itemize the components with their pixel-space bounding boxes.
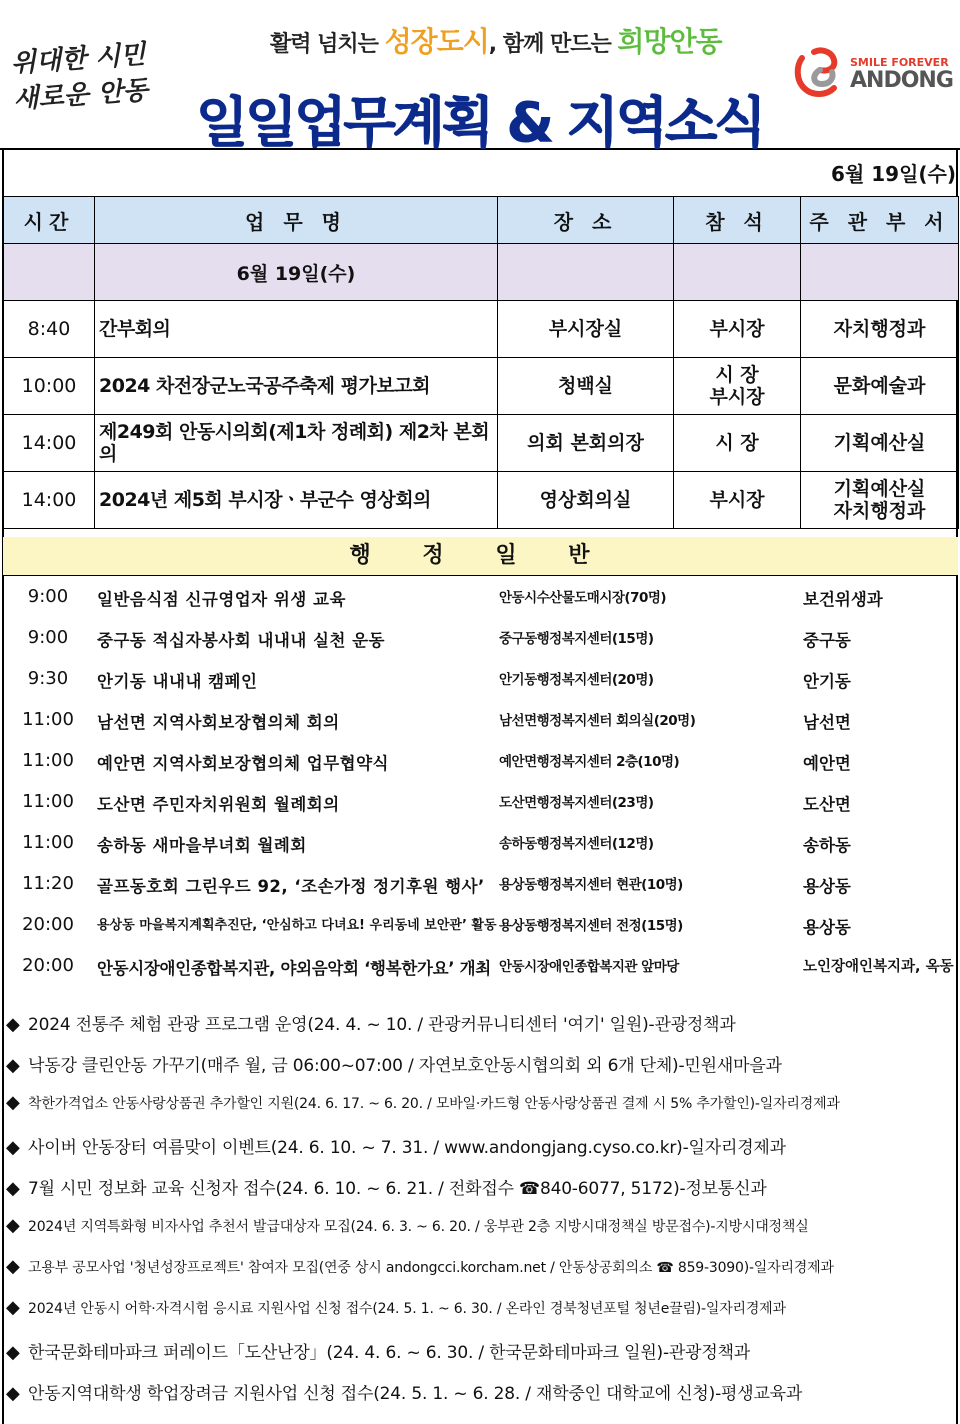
notice-text: 착한가격업소 안동사랑상품권 추가할인 지원(24. 6. 17. ~ 6. 20. / 모바일·카드형 안동사랑상품권 결제 시 5% 추가할인)-일자리경제과: [28, 1096, 840, 1112]
schedule-task: 제249회 안동시의회(제1차 정례회) 제2차 본회의: [95, 415, 498, 472]
admin-dept: 송하동: [803, 836, 851, 855]
andong-logo: [792, 46, 952, 102]
admin-row: [3, 945, 958, 986]
tagline: [270, 20, 722, 60]
schedule-task: 간부회의: [95, 301, 498, 358]
diamond-bullet-icon: ◆: [6, 1342, 20, 1363]
notice-item: [0, 1133, 960, 1174]
admin-dept: 안기동: [803, 672, 851, 691]
day-label: 6월 19일(수): [95, 244, 498, 301]
diamond-bullet-icon: ◆: [6, 1256, 20, 1277]
day-row-blank: [801, 244, 959, 301]
admin-place: 송하동행정복지센터(12명): [499, 836, 654, 852]
admin-task: 예안면 지역사회보장협의체 업무협약식: [97, 754, 389, 773]
schedule-row: [4, 472, 959, 529]
notice-text: 고용부 공모사업 '청년성장프로젝트' 참여자 모집(연중 상시 andongcci.korcham.net / 안동상공회의소 ☎ 859-3090)-일자리경제과: [28, 1260, 834, 1276]
logo-subtitle: SMILE FOREVER: [850, 56, 949, 69]
schedule-place: 부시장실: [498, 301, 674, 358]
admin-time: 11:00: [22, 791, 74, 812]
admin-place: 안기동행정복지센터(20명): [499, 672, 654, 688]
notice-item: [0, 1174, 960, 1215]
admin-task: 중구동 적십자봉사회 내내내 실천 운동: [97, 631, 386, 650]
schedule-attendee: 부시장: [674, 301, 801, 358]
smile-logo-icon: [792, 46, 846, 100]
admin-dept: 보건위생과: [803, 590, 883, 609]
admin-task: 골프동호회 그린우드 92, ‘조손가정 정기후원 행사’: [97, 877, 485, 896]
admin-dept: 용상동: [803, 877, 851, 896]
logo-wordmark: ANDONG: [850, 68, 953, 93]
schedule-dept: 기획예산실 자치행정과: [801, 472, 959, 529]
admin-time: 11:00: [22, 750, 74, 771]
admin-row: [3, 904, 958, 945]
schedule-time: 8:40: [4, 301, 95, 358]
admin-task: 남선면 지역사회보장협의체 회의: [97, 713, 340, 732]
admin-dept: 남선면: [803, 713, 851, 732]
admin-dept: 용상동: [803, 918, 851, 937]
admin-task: 도산면 주민자치위원회 월례회의: [97, 795, 340, 814]
admin-row: [3, 822, 958, 863]
admin-row: [3, 781, 958, 822]
admin-place: 도산면행정복지센터(23명): [499, 795, 654, 811]
diamond-bullet-icon: ◆: [6, 1178, 20, 1199]
admin-row: [3, 699, 958, 740]
schedule-time: 14:00: [4, 472, 95, 529]
schedule-time: 14:00: [4, 415, 95, 472]
schedule-task: 2024 차전장군노국공주축제 평가보고회: [95, 358, 498, 415]
admin-row: [3, 740, 958, 781]
notice-text: 한국문화테마파크 퍼레이드「도산난장」(24. 4. 6. ~ 6. 30. / 한국문화테마파크 일원)-관광정책과: [28, 1343, 751, 1363]
schedule-dept: 기획예산실: [801, 415, 959, 472]
schedule-task: 2024년 제5회 부시장ㆍ부군수 영상회의: [95, 472, 498, 529]
col-header-attend: 참 석: [674, 197, 801, 244]
notice-text: 2024년 안동시 어학·자격시험 응시료 지원사업 신청 접수(24. 5. 1. ~ 6. 30. / 온라인 경북청년포털 청년e끌림)-일자리경제과: [28, 1301, 786, 1317]
schedule-place: 의회 본회의장: [498, 415, 674, 472]
admin-list: [3, 576, 958, 986]
admin-dept: 중구동: [803, 631, 851, 650]
admin-task: 안기동 내내내 캠페인: [97, 672, 258, 691]
notice-list: [0, 1010, 960, 1420]
day-row: [4, 244, 959, 301]
schedule-dept: 문화예술과: [801, 358, 959, 415]
notice-item: [0, 1051, 960, 1092]
admin-section-title: 행 정 일 반: [3, 537, 958, 576]
admin-task: 안동시장애인종합복지관, 야외음악회 ‘행복한가요’ 개최: [97, 959, 491, 978]
schedule-row: [4, 358, 959, 415]
col-header-time: 시간: [4, 197, 95, 244]
schedule-dept: 자치행정과: [801, 301, 959, 358]
notice-item: [0, 1379, 960, 1420]
admin-place: 용상동행정복지센터 전정(15명): [499, 918, 683, 934]
schedule-place: 청백실: [498, 358, 674, 415]
notice-text: 낙동강 클린안동 가꾸기(매주 월, 금 06:00~07:00 / 자연보호안동시협의회 외 6개 단체)-민원새마을과: [28, 1056, 782, 1076]
schedule-header-row: [4, 197, 959, 244]
diamond-bullet-icon: ◆: [6, 1383, 20, 1404]
notice-text: 7월 시민 정보화 교육 신청자 접수(24. 6. 10. ~ 6. 21. / 전화접수 ☎840-6077, 5172)-정보통신과: [28, 1179, 767, 1199]
admin-place: 중구동행정복지센터(15명): [499, 631, 654, 647]
notice-item: [0, 1256, 960, 1297]
schedule-time: 10:00: [4, 358, 95, 415]
admin-place: 용상동행정복지센터 현관(10명): [499, 877, 683, 893]
schedule-row: [4, 301, 959, 358]
admin-row: [3, 863, 958, 904]
tagline-pre: 활력 넘치는: [270, 32, 385, 57]
col-header-task: 업 무 명: [95, 197, 498, 244]
admin-time: 9:30: [27, 668, 69, 689]
tagline-growth: 성장도시: [384, 25, 489, 58]
notice-item: [0, 1215, 960, 1256]
admin-time: 9:00: [27, 627, 69, 648]
page-header: [0, 0, 960, 154]
admin-task: 일반음식점 신규영업자 위생 교육: [97, 590, 346, 609]
admin-place: 남선면행정복지센터 회의실(20명): [499, 713, 696, 729]
admin-time: 11:00: [22, 709, 74, 730]
admin-dept: 노인장애인복지과, 옥동: [803, 959, 954, 975]
admin-row: [3, 576, 958, 617]
day-row-blank: [498, 244, 674, 301]
schedule-table: [3, 196, 959, 529]
schedule-attendee: 시 장 부시장: [674, 358, 801, 415]
schedule-attendee: 시 장: [674, 415, 801, 472]
admin-place: 예안면행정복지센터 2층(10명): [499, 754, 680, 770]
day-row-blank: [674, 244, 801, 301]
schedule-attendee: 부시장: [674, 472, 801, 529]
slogan-line-2: 새로운 안동: [12, 75, 149, 115]
admin-dept: 도산면: [803, 795, 851, 814]
notice-item: [0, 1338, 960, 1379]
admin-time: 9:00: [27, 586, 69, 607]
diamond-bullet-icon: ◆: [6, 1092, 20, 1113]
admin-task: 용상동 마을복지계획추진단, ‘안심하고 다녀요! 우리동네 보안관’ 활동: [97, 918, 497, 933]
admin-row: [3, 658, 958, 699]
notice-text: 사이버 안동장터 여름맞이 이벤트(24. 6. 10. ~ 7. 31. / www.andongjang.cyso.co.kr)-일자리경제과: [28, 1138, 786, 1158]
schedule-place: 영상회의실: [498, 472, 674, 529]
notice-text: 2024 전통주 체험 관광 프로그램 운영(24. 4. ~ 10. / 관광커뮤니티센터 '여기' 일원)-관광정책과: [28, 1015, 736, 1035]
schedule-row: [4, 415, 959, 472]
admin-task: 송하동 새마을부녀회 월례회: [97, 836, 307, 855]
notice-text: 안동지역대학생 학업장려금 지원사업 신청 접수(24. 5. 1. ~ 6. 28. / 재학중인 대학교에 신청)-평생교육과: [28, 1384, 803, 1404]
tagline-hope: 희망안동: [617, 25, 722, 58]
notice-item: [0, 1092, 960, 1133]
slogan-line-1: 위대한 시민: [9, 39, 147, 79]
admin-place: 안동시수산물도매시장(70명): [499, 590, 667, 606]
admin-place: 안동시장애인종합복지관 앞마당: [499, 959, 679, 975]
admin-time: 20:00: [22, 955, 74, 976]
day-row-blank: [4, 244, 95, 301]
admin-dept: 예안면: [803, 754, 851, 773]
admin-time: 20:00: [22, 914, 74, 935]
diamond-bullet-icon: ◆: [6, 1014, 20, 1035]
notice-item: [0, 1010, 960, 1051]
col-header-place: 장 소: [498, 197, 674, 244]
admin-time: 11:20: [22, 873, 74, 894]
notice-item: [0, 1297, 960, 1338]
notice-text: 2024년 지역특화형 비자사업 추천서 발급대상자 모집(24. 6. 3. ~ 6. 20. / 웅부관 2층 지방시대정책실 방문접수)-지방시대정책실: [28, 1219, 809, 1235]
admin-row: [3, 617, 958, 658]
tagline-mid: , 함께 만드는: [488, 32, 618, 57]
diamond-bullet-icon: ◆: [6, 1215, 20, 1236]
admin-time: 11:00: [22, 832, 74, 853]
report-date: 6월 19일(수): [831, 162, 956, 186]
diamond-bullet-icon: ◆: [6, 1297, 20, 1318]
col-header-dept: 주 관 부 서: [801, 197, 959, 244]
diamond-bullet-icon: ◆: [6, 1137, 20, 1158]
city-slogan: [10, 34, 185, 118]
diamond-bullet-icon: ◆: [6, 1055, 20, 1076]
page-title: 일일업무계획 & 지역소식: [196, 91, 764, 154]
